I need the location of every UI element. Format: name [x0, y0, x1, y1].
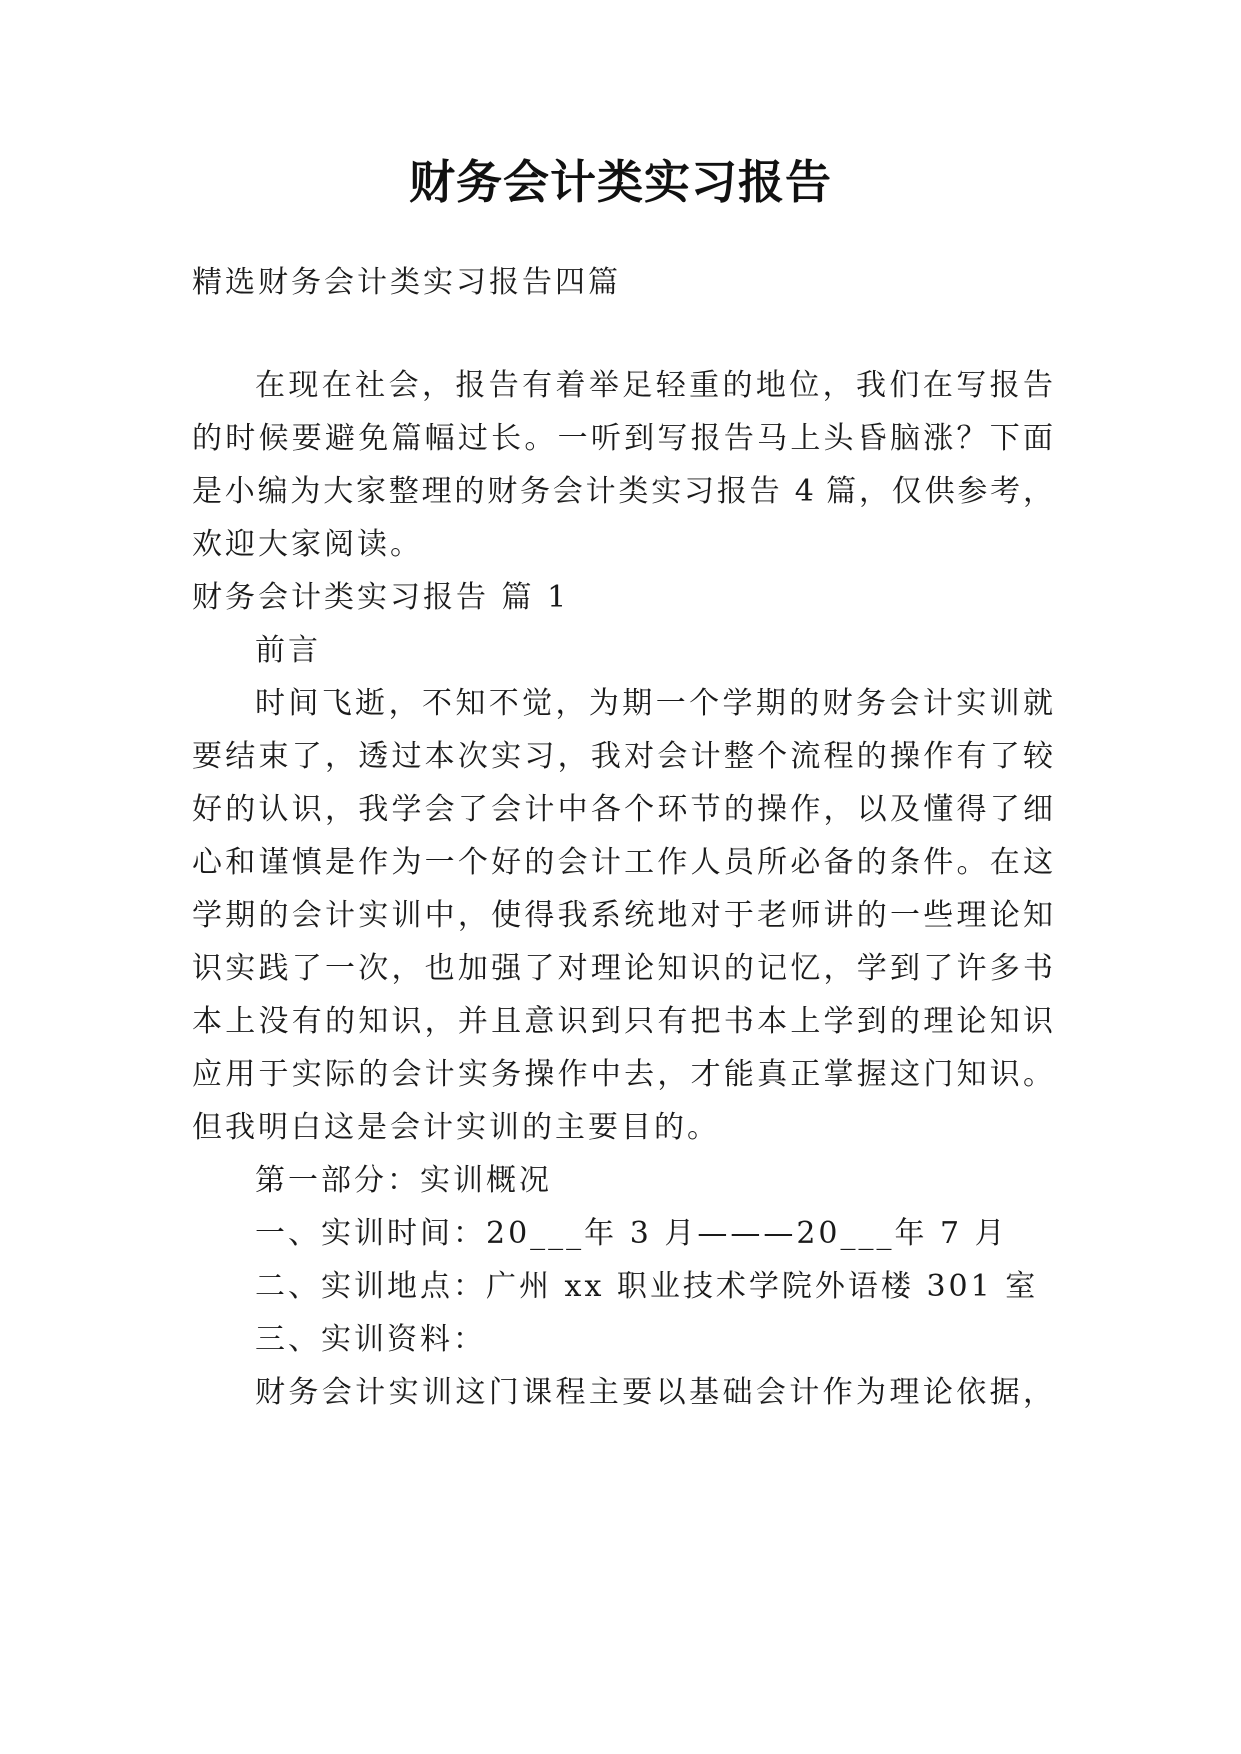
preface-line-7: 本上没有的知识，并且意识到只有把书本上学到的理论知识	[192, 1004, 1053, 1039]
preface-label: 前言	[255, 633, 321, 668]
item-training-materials: 三、实训资料：	[255, 1322, 486, 1357]
preface-line-6: 识实践了一次，也加强了对理论知识的记忆，学到了许多书	[192, 951, 1053, 986]
intro-line-2: 的时候要避免篇幅过长。一听到写报告马上头昏脑涨？下面	[192, 421, 1053, 456]
preface-line-1: 时间飞逝，不知不觉，为期一个学期的财务会计实训就	[255, 686, 1053, 721]
intro-line-4: 欢迎大家阅读。	[192, 527, 423, 562]
preface-line-8: 应用于实际的会计实务操作中去，才能真正掌握这门知识。	[192, 1057, 1053, 1092]
document-title: 财务会计类实习报告	[409, 155, 832, 209]
preface-line-3: 好的认识，我学会了会计中各个环节的操作，以及懂得了细	[192, 792, 1053, 827]
preface-line-9: 但我明白这是会计实训的主要目的。	[192, 1110, 720, 1145]
body-last-line: 财务会计实训这门课程主要以基础会计作为理论依据，	[255, 1375, 1053, 1410]
preface-line-2: 要结束了，透过本次实习，我对会计整个流程的操作有了较	[192, 739, 1053, 774]
section-heading: 财务会计类实习报告 篇 1	[192, 580, 570, 615]
part-one-heading: 第一部分：实训概况	[255, 1163, 552, 1198]
preface-line-5: 学期的会计实训中，使得我系统地对于老师讲的一些理论知	[192, 898, 1053, 933]
intro-line-1: 在现在社会，报告有着举足轻重的地位，我们在写报告	[255, 368, 1053, 403]
document-subtitle: 精选财务会计类实习报告四篇	[192, 265, 621, 300]
preface-line-4: 心和谨慎是作为一个好的会计工作人员所必备的条件。在这	[192, 845, 1053, 880]
item-training-time: 一、实训时间：20___年 3 月———20___年 7 月	[255, 1216, 1008, 1251]
item-training-location: 二、实训地点：广州 xx 职业技术学院外语楼 301 室	[255, 1269, 1039, 1304]
intro-line-3: 是小编为大家整理的财务会计类实习报告 4 篇，仅供参考，	[192, 474, 1053, 509]
